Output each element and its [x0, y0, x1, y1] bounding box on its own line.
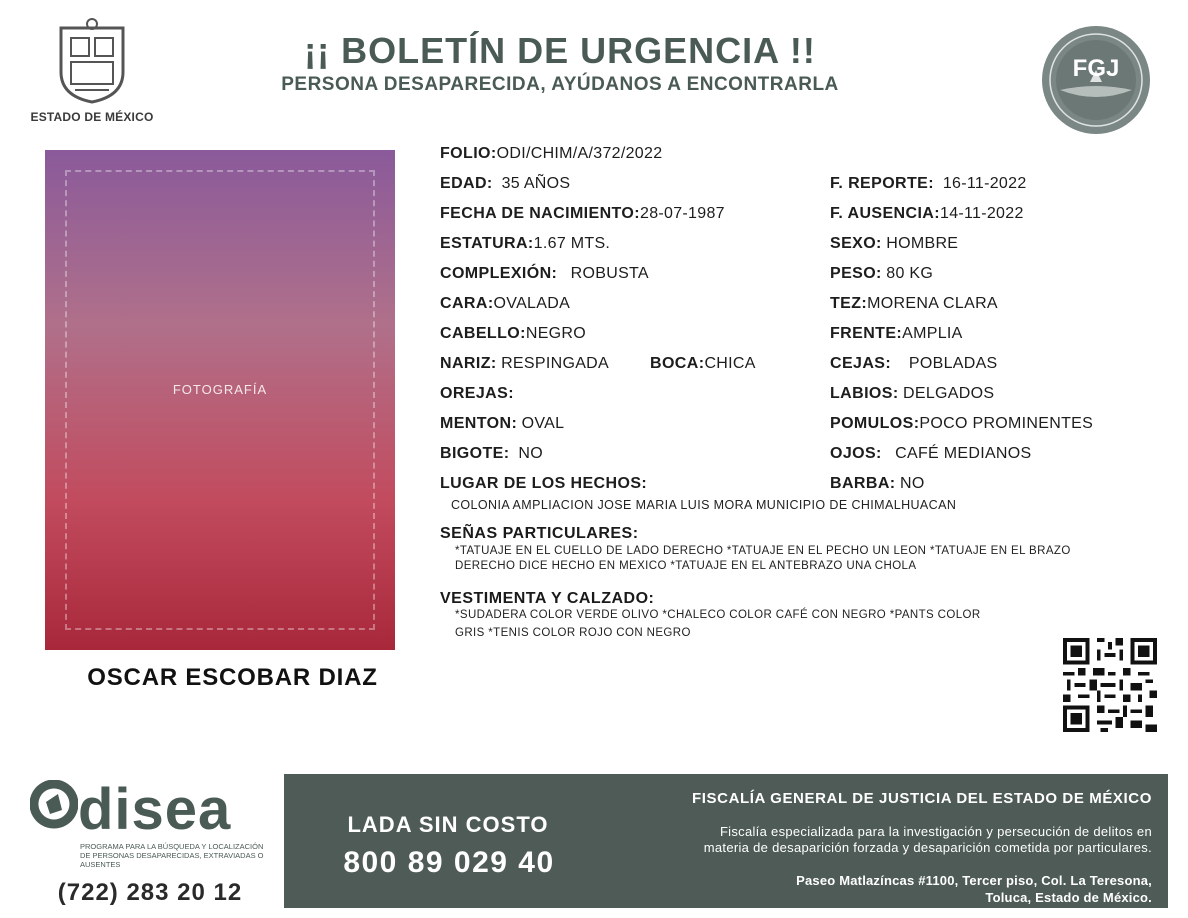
odisea-pin-icon	[30, 780, 78, 840]
field-f-reporte: F. REPORTE: 16-11-2022	[830, 175, 1027, 192]
institution-description: Fiscalía especializada para la investigación y persecución de delitos en materia de desaparición forzada y desaparición cometida por particulares.	[703, 824, 1152, 855]
vestimenta-line-1: *SUDADERA COLOR VERDE OLIVO *CHALECO COLOR CAFÉ CON NEGRO *PANTS COLOR	[455, 609, 981, 621]
fgj-seal-text: FGJ	[1072, 55, 1120, 82]
field-cara: CARA:OVALADA	[440, 295, 571, 312]
field-menton: MENTON: OVAL	[440, 415, 565, 432]
state-coat-of-arms-icon	[55, 18, 129, 104]
bulletin-title: ¡¡ BOLETÍN DE URGENCIA !!	[304, 30, 816, 71]
title-block	[220, 30, 900, 96]
state-name: ESTADO DE MÉXICO	[30, 110, 154, 124]
photo-frame	[65, 170, 375, 630]
institution-address: Paseo Matlazíncas #1100, Tercer piso, Col. La Teresona, Toluca, Estado de México.	[796, 873, 1152, 905]
odisea-description: PROGRAMA PARA LA BÚSQUEDA Y LOCALIZACIÓN DE PERSONAS DESAPARECIDAS, EXTRAVIADAS O AUSENTES	[80, 842, 264, 869]
missing-person-photo	[45, 150, 395, 650]
fgj-seal	[1040, 24, 1152, 136]
field-barba: BARBA: NO	[830, 475, 925, 492]
odisea-logo	[30, 777, 275, 842]
vestimenta-line-2: GRIS *TENIS COLOR ROJO CON NEGRO	[455, 627, 691, 639]
vestimenta-title: VESTIMENTA Y CALZADO:	[440, 590, 655, 607]
field-pomulos: POMULOS:POCO PROMINENTES	[830, 415, 1094, 432]
field-complexion: COMPLEXIÓN: ROBUSTA	[440, 265, 649, 282]
field-ojos: OJOS: CAFÉ MEDIANOS	[830, 445, 1032, 462]
lada-label: LADA SIN COSTO	[347, 812, 549, 837]
senas-line-2: DERECHO DICE HECHO EN MEXICO *TATUAJE EN EL ANTEBRAZO UNA CHOLA	[455, 560, 917, 572]
fgj-seal-icon	[1040, 24, 1152, 136]
field-tez: TEZ:MORENA CLARA	[830, 295, 998, 312]
field-fecha-nacimiento: FECHA DE NACIMIENTO:28-07-1987	[440, 205, 725, 222]
state-logo	[28, 18, 156, 124]
qr-code-icon[interactable]	[1063, 638, 1157, 732]
field-f-ausencia: F. AUSENCIA:14-11-2022	[830, 205, 1024, 222]
field-lugar-hechos: LUGAR DE LOS HECHOS:	[440, 475, 648, 492]
person-name: OSCAR ESCOBAR DIAZ	[87, 664, 378, 691]
odisea-phone[interactable]: (722) 283 20 12	[57, 879, 243, 906]
field-orejas: OREJAS:	[440, 385, 514, 402]
field-nariz: NARIZ: RESPINGADA	[440, 355, 609, 372]
bulletin-subtitle: PERSONA DESAPARECIDA, AYÚDANOS A ENCONTRARLA	[281, 74, 839, 95]
field-sexo: SEXO: HOMBRE	[830, 235, 959, 252]
field-estatura: ESTATURA:1.67 MTS.	[440, 235, 611, 252]
photo-placeholder-label: FOTOGRAFÍA	[172, 382, 268, 397]
field-edad: EDAD: 35 AÑOS	[440, 175, 571, 192]
field-peso: PESO: 80 KG	[830, 265, 934, 282]
institution-name: FISCALÍA GENERAL DE JUSTICIA DEL ESTADO DE MÉXICO	[692, 790, 1152, 807]
field-folio: FOLIO:ODI/CHIM/A/372/2022	[440, 145, 663, 162]
lugar-hechos-value: COLONIA AMPLIACION JOSE MARIA LUIS MORA MUNICIPIO DE CHIMALHUACAN	[451, 498, 957, 512]
lada-number[interactable]: 800 89 029 40	[343, 846, 555, 879]
field-labios: LABIOS: DELGADOS	[830, 385, 995, 402]
footer-bar	[284, 774, 1168, 908]
field-boca: BOCA:CHICA	[650, 355, 756, 372]
odisea-branding	[30, 777, 275, 907]
senas-title: SEÑAS PARTICULARES:	[440, 525, 639, 542]
field-cejas: CEJAS: POBLADAS	[830, 355, 998, 372]
odisea-wordmark: disea	[78, 777, 232, 842]
field-cabello: CABELLO:NEGRO	[440, 325, 587, 342]
field-frente: FRENTE:AMPLIA	[830, 325, 963, 342]
field-bigote: BIGOTE: NO	[440, 445, 543, 462]
senas-line-1: *TATUAJE EN EL CUELLO DE LADO DERECHO *TATUAJE EN EL PECHO UN LEON *TATUAJE EN EL BRAZO	[455, 545, 1071, 557]
